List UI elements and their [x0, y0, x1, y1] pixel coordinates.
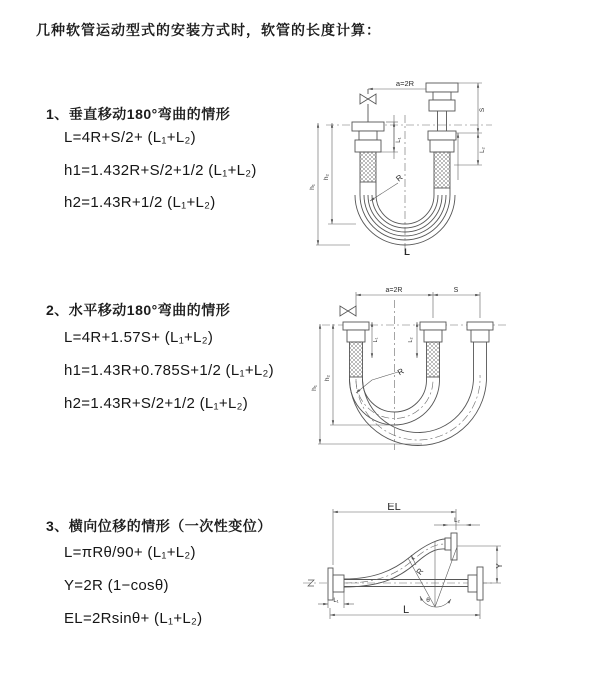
d1-dim-a2r-label: a=2R [395, 79, 415, 88]
d2-dim-a2r-label: a=2R [385, 287, 403, 294]
d2-dim-l2-label: L₂ [408, 337, 414, 343]
section-3-formula-l: L=πRθ/90+ (L₁+L₂) [64, 544, 196, 561]
d3-dim-l-label: L [402, 604, 410, 616]
diagram-lateral-displacement [298, 503, 600, 651]
section-1-formula-h1: h1=1.432R+S/2+1/2 (L₁+L₂) [64, 162, 257, 179]
d1-dim-s-label: S [479, 107, 486, 113]
section-1-heading: 1、垂直移动180°弯曲的情形 [46, 106, 231, 122]
d2-dim-h1-label: h₁ [311, 385, 318, 391]
d1-radius-label: R [394, 172, 405, 184]
d2-dim-l1-label: L₁ [373, 337, 379, 343]
section-3-formula-el: EL=2Rsinθ+ (L₁+L₂) [64, 610, 203, 627]
section-2-heading: 2、水平移动180°弯曲的情形 [46, 302, 231, 318]
d3-dim-l2-label: L₂ [454, 518, 460, 524]
section-3-heading: 3、横向位移的情形（一次性变位） [46, 518, 272, 534]
d1-length-label: L [404, 247, 410, 258]
d3-radius-label: R [414, 566, 426, 577]
d2-radius-label: R [395, 366, 406, 378]
section-1-formula-l: L=4R+S/2+ (L₁+L₂) [64, 129, 196, 146]
d3-dim-l1-label: L₁ [333, 598, 339, 604]
d1-dim-h1-label: h₁ [309, 184, 316, 190]
diagram-vertical-180-bend [306, 75, 598, 261]
page-title: 几种软管运动型式的安装方式时，软管的长度计算： [36, 22, 381, 38]
d3-dim-el-label: EL [387, 503, 401, 513]
section-2-formula-h2: h2=1.43R+S/2+1/2 (L₁+L₂) [64, 395, 249, 412]
d1-dim-l1-label: L₁ [396, 137, 402, 143]
section-3-formula-y: Y=2R (1−cosθ) [64, 577, 169, 594]
d1-dim-h2-label: h₂ [323, 173, 330, 181]
diagram-horizontal-180-bend [306, 280, 598, 458]
d2-dim-h2-label: h₂ [324, 374, 331, 382]
section-2-formula-l: L=4R+1.57S+ (L₁+L₂) [64, 329, 214, 346]
d3-angle-label: θ [426, 597, 430, 604]
valve-icon [360, 94, 376, 104]
d3-dim-y-label: Y [495, 563, 504, 569]
d1-dim-l2-label: L₂ [480, 147, 486, 153]
valve-icon [340, 306, 356, 316]
section-2-formula-h1: h1=1.43R+0.785S+1/2 (L₁+L₂) [64, 362, 274, 379]
d2-dim-s-label: S [453, 287, 459, 294]
section-1-formula-h2: h2=1.43R+1/2 (L₁+L₂) [64, 194, 216, 211]
